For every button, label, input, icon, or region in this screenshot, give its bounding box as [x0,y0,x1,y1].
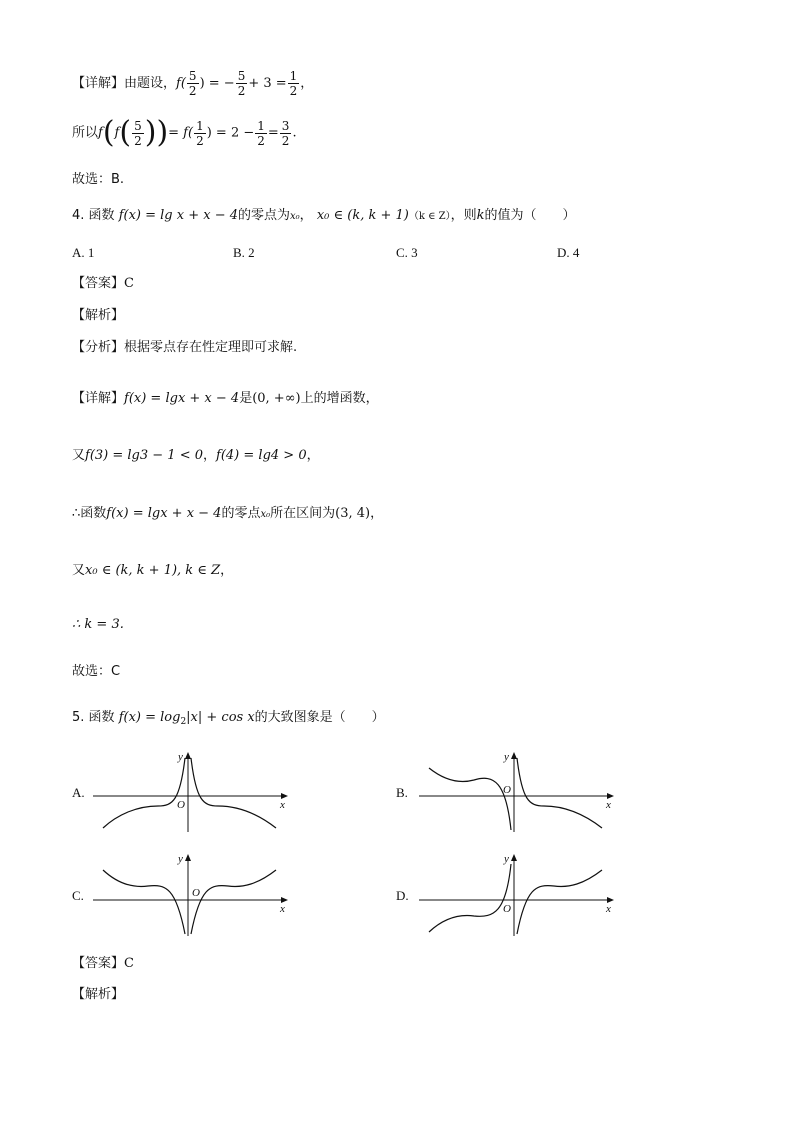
q4-ask: ，则 [450,208,477,223]
fraction-5-2-c: $\frac{5}{2}$ [134,118,142,148]
prev-so-line: 所以f(f( $\frac{5}{2}$ ))= f( $\frac{1}{2}$ ) = 2 − $\frac{1}{2}$ = $\frac{3}{2}$ . [72,115,297,150]
q4-zero-text: 的零点为 [238,208,291,223]
q4-fenxi-line [72,340,297,356]
axis-x-label: x [606,799,611,811]
close-eq-minus: ) = − [199,76,235,91]
q5-label-d: D. [396,888,409,903]
q4-number: 4. 函数 [72,208,115,223]
q4-choice-c: C. 3 [396,245,418,260]
q5-label-a: A. [72,785,85,800]
prev-detail-line [72,69,313,98]
fraction-1-2: $\frac{1}{2}$ [289,69,298,98]
q4-choice-d: D. 4 [557,245,580,260]
q4-condition: x₀ ∈ (k, k + 1) [316,208,409,223]
origin-label: O [503,784,511,796]
q4-answer-tag: 【答案】 [72,276,125,291]
detail-tag: 【详解】 [72,76,125,91]
q5-graph-a [88,748,308,838]
q5-answer-tag: 【答案】 [72,956,125,971]
axis-y-label: y [178,751,183,763]
eq-f-open: = f( [168,125,194,141]
q4-d2-f3: f(3) = lg3 − 1 < 0 [85,448,204,463]
detail-intro: 由题设， [124,76,177,91]
axis-y-label: y [504,751,509,763]
q4-stem: 4. 函数 f(x) = lg x + x − 4的零点为x₀， x₀ ∈ (k, k + 1)（k ∈ Z），则k的值为（ ） [72,208,576,223]
q5-number: 5. 函数 [72,710,115,725]
fraction-1-2-b: $\frac{1}{2}$ [196,118,204,148]
period: . [292,125,297,141]
q4-detail-tag: 【详解】 [72,391,125,406]
q4-choice-a: A. 1 [72,245,95,260]
axis-x-label: x [280,903,285,915]
close-eq-2-minus: ) = 2 − [206,125,255,141]
comma: ， [300,76,314,91]
q4-kz: （k ∈ Z） [408,211,451,222]
origin-label: O [503,903,511,915]
q5-label-c: C. [72,888,84,903]
q4-d1-interval: (0, +∞) [252,391,301,406]
q4-analysis-tag: 【解析】 [72,308,125,323]
q5-ask: 的大致图象是（ ） [254,710,385,725]
f-letter-inner: f [114,125,120,141]
fraction-3-2: $\frac{3}{2}$ [281,118,290,148]
fraction-1-2-c: $\frac{1}{2}$ [257,118,265,148]
axis-x-label: x [280,799,285,811]
f-letter: f [98,125,103,141]
q4-fenxi-tag: 【分析】 [72,340,125,355]
f-open: f( [176,76,186,91]
q5-analysis-tag: 【解析】 [72,987,125,1002]
q4-d1-function: f(x) = lgx + x − 4 [124,391,240,406]
q5-func-sub: 2 [180,717,187,727]
q5-graph-c [88,850,308,940]
axis-y-label: y [178,853,183,865]
q4-fenxi-text: 根据零点存在性定理即可求解. [124,340,298,355]
fraction-5-2-b: $\frac{5}{2}$ [237,69,246,98]
q5-stem [72,710,385,730]
q4-value-of: 的值为（ ） [484,208,576,223]
q4-detail-5: ∴ k = 3. [72,617,124,632]
q4-detail-3: ∴函数f(x) = lgx + x − 4的零点x₀所在区间为(3, 4)， [72,506,384,521]
q5-answer-value: C [124,956,134,971]
origin-label: O [177,799,185,811]
q4-final-answer: 故选：C [72,664,121,679]
so-text: 所以 [72,125,99,141]
q5-answer-line [72,956,134,972]
q4-d4-expr: x₀ ∈ (k, k + 1), k ∈ Z [85,563,221,578]
q5-graph-b [414,748,644,838]
eq: = [267,125,279,141]
q4-choice-b: B. 2 [233,245,255,260]
q4-x0: x₀ [290,211,300,222]
q5-label-b: B. [396,785,408,800]
q5-graph-d [414,850,644,940]
q4-answer-value: C [124,276,134,291]
q4-d3-interval: (3, 4) [335,506,371,521]
q5-func-b: |x| + cos x [186,710,255,725]
q5-func-a: f(x) = log [118,710,181,725]
q4-detail-1: 【详解】f(x) = lgx + x − 4是(0, +∞)上的增函数， [72,391,379,406]
axis-y-label: y [504,853,509,865]
q4-d2-f4: f(4) = lg4 > 0 [216,448,307,463]
q4-k: k [476,208,485,223]
q4-detail-2: 又f(3) = lg3 − 1 < 0，f(4) = lg4 > 0， [72,448,320,463]
plus-3: + 3 = [248,76,287,91]
q4-answer-line [72,276,134,292]
q4-function: f(x) = lg x + x − 4 [118,208,238,223]
origin-label: O [192,887,200,899]
prev-answer: 故选：B. [72,172,125,187]
axis-x-label: x [606,903,611,915]
q4-d3-function: f(x) = lgx + x − 4 [106,506,222,521]
fraction-5-2: $\frac{5}{2}$ [188,69,197,98]
q4-detail-4: 又x₀ ∈ (k, k + 1), k ∈ Z， [72,563,234,578]
